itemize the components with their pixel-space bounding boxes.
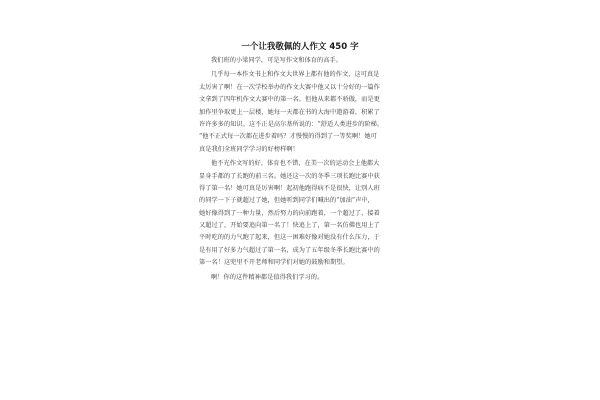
paragraph-line: 平时吃的的力气跑了起来，但这一困难好像对她没有什么压力，于 [199,234,380,242]
paragraph-line: 他不光作文写的好，体育也不错，在美一次的运动会上他都大 [211,160,380,168]
paragraph [199,272,409,284]
paragraph-line: 是有用了好多力气超过了第一名，成为了五年级冬季长跑比赛中的 [199,246,380,254]
paragraph-line: 的同学一下子就超过了她，但她听到同学们喊出的“加油”声中， [199,197,374,205]
paragraph [199,69,409,156]
paragraph-line: 许许多多的知识。这不正是高尔基所说的：“舒适人类进步的阶梯。 [199,120,384,128]
paragraph-line: 显身手都的了长跑的前三名。她还这一次的冬季三项长跑比赛中获 [199,172,380,180]
paragraph [199,158,409,270]
paragraph-line: 加作里争取更上一层楼，她每一天都在书的大海中遨游着，积累了 [199,108,380,116]
paragraph-line: 啊！你的这件精神都是值得我们学习的。 [211,273,324,281]
paragraph-line: 太厉害了啊！在一次学校举办的作文大赛中他又以十分好的一篇作 [199,83,380,91]
paragraph-line: 她好像得到了一种力量，然后努力的向前跑着，一个超过了，接着 [199,209,380,217]
paragraph-line: 又超过了，开始要追向第一名了！快追上了，第一名仿佛也用上了 [199,222,380,230]
paragraph-line: 我们班的小梁同学，可是写作文和体育的高手。 [211,57,342,64]
paragraph-line: 几乎每一本作文书上和作文大世界上都有他的作文，这可真是 [211,71,380,79]
document-title: 一个让我敬佩的人作文 450 字 [241,42,359,52]
paragraph-line: ”他不正式每一次都在进步着吗？才慢慢的得到了一等奖啊！她可 [199,133,377,141]
paragraph-line: 第一名！这兜里不开老师和同学们对她的鼓励和期望。 [199,259,349,267]
paragraph-line: 真是我们全班同学学习的好榜样啊！ [199,145,299,153]
paragraph [199,55,409,67]
paragraph-line: 文拿到了四年机作文大赛中的第一名。但他从来都不骄傲，而是更 [199,96,380,104]
paragraph-line: 得了第一名！她可真是厉害啊！起初他跑得病不是很快，让别人班 [199,184,380,192]
document-body [199,55,409,284]
